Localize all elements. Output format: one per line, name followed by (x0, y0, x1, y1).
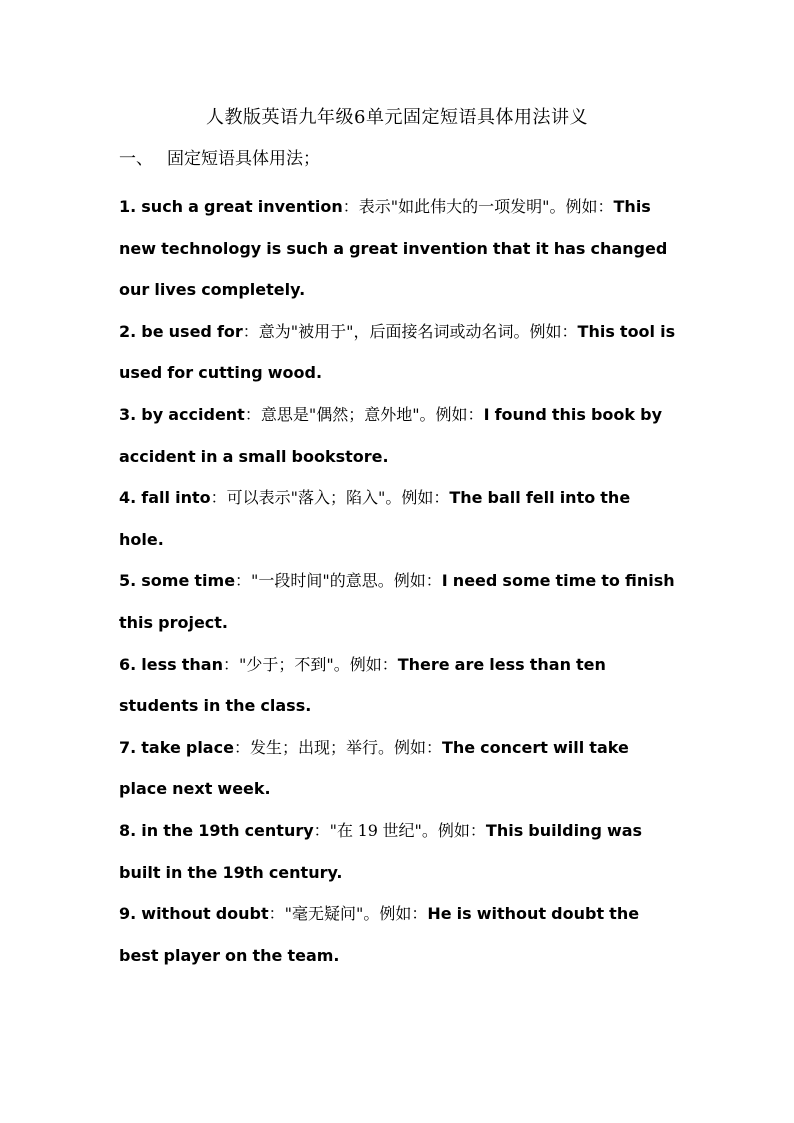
phrase: 1. such a great invention (119, 197, 343, 216)
section-number: 一、 (119, 149, 153, 169)
phrase-meaning: ：意为"被用于"，后面接名词或动名词。例如： (242, 321, 578, 341)
section-heading-text: 固定短语具体用法； (167, 149, 320, 169)
phrase-meaning: ："在 19 世纪"。例如： (313, 820, 486, 840)
phrase-meaning: ：发生；出现；举行。例如： (233, 737, 442, 757)
list-item (119, 394, 679, 477)
example-sentence: This new technology is such a great invention that it has changed our lives completely. (119, 197, 668, 300)
phrase: 8. in the 19th century (119, 820, 314, 840)
phrase: 9. without doubt (119, 904, 269, 924)
phrase-meaning: ："少于；不到"。例如： (222, 654, 398, 674)
example-sentence: I need some time to finish this project. (119, 571, 675, 632)
phrase-meaning: ："毫无疑问"。例如： (268, 904, 428, 924)
list-item (119, 186, 679, 311)
example-sentence: The concert will take place next week. (119, 737, 629, 799)
list-item (119, 311, 679, 394)
list-item (119, 560, 679, 643)
phrase-list (119, 186, 679, 976)
list-item (119, 644, 679, 727)
example-sentence: There are less than ten students in the class. (119, 654, 606, 716)
section-heading (119, 145, 320, 173)
phrase: 4. fall into (119, 488, 211, 508)
phrase: 7. take place (119, 737, 234, 757)
example-sentence: This tool is used for cutting wood. (119, 321, 676, 383)
phrase-meaning: ：表示"如此伟大的一项发明"。例如： (342, 197, 614, 216)
example-sentence: The ball fell into the hole. (119, 488, 631, 549)
list-item (119, 477, 679, 560)
document-title: 人教版英语九年级6单元固定短语具体用法讲义 (206, 107, 588, 128)
phrase-meaning: ：意思是"偶然；意外地"。例如： (244, 404, 484, 424)
phrase: 6. less than (119, 654, 223, 674)
example-sentence: He is without doubt the best player on the team. (119, 904, 640, 965)
phrase: 5. some time (119, 571, 236, 591)
phrase: 3. by accident (119, 404, 245, 424)
phrase-meaning: ：可以表示"落入；陷入"。例如： (210, 488, 450, 508)
phrase: 2. be used for (119, 321, 243, 341)
phrase-meaning: ："一段时间"的意思。例如： (235, 571, 442, 591)
example-sentence: This building was built in the 19th century. (119, 820, 643, 882)
list-item (119, 727, 679, 810)
list-item (119, 810, 679, 893)
list-item (119, 893, 679, 976)
example-sentence: I found this book by accident in a small bookstore. (119, 404, 662, 466)
